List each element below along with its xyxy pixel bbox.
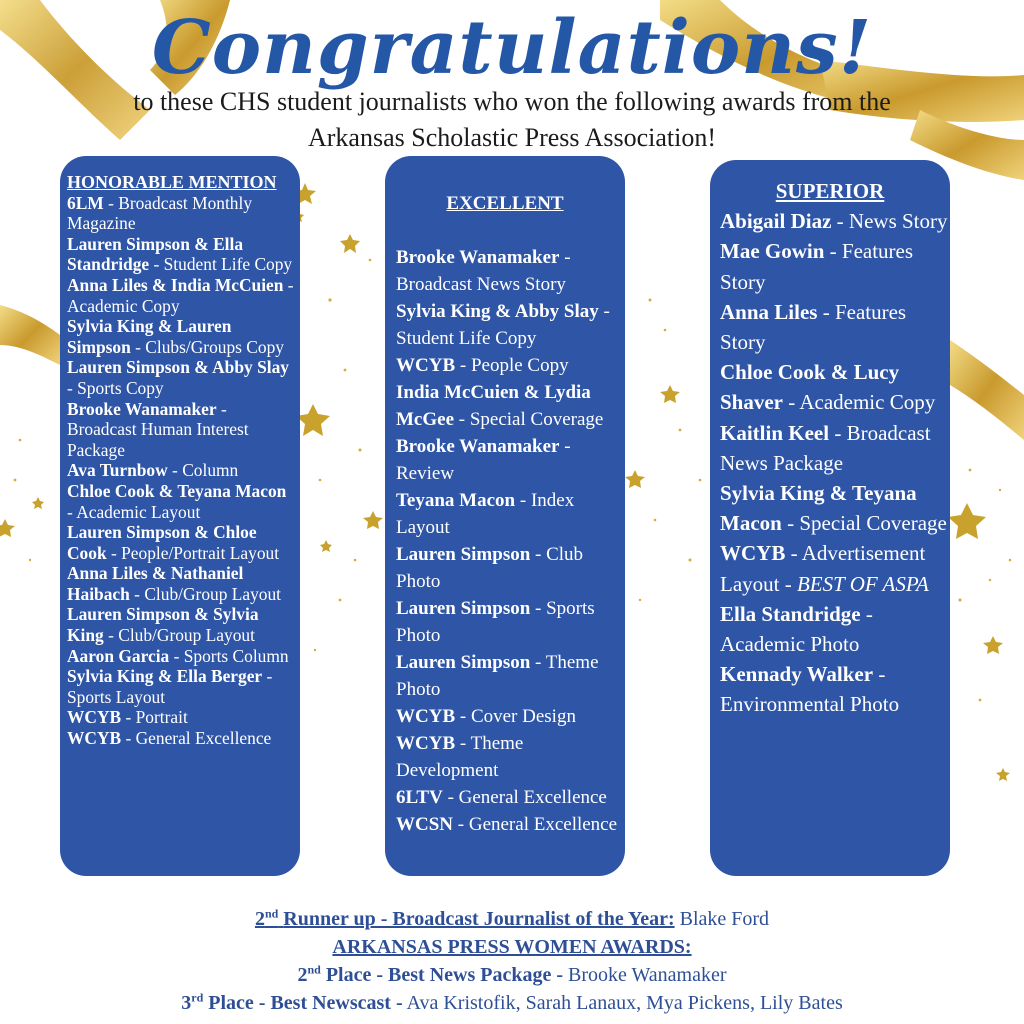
award-recipient: WCYB [67,728,122,749]
award-recipient: Lauren Simpson & Sylvia King [67,604,259,646]
award-recipient: Lauren Simpson & Abby Slay [67,357,289,378]
award-recipient: Sylvia King & Lauren Simpson [67,316,232,357]
superior-heading: SUPERIOR [775,179,885,203]
award-category: Academic Layout [76,501,201,522]
apw-heading: ARKANSAS PRESS WOMEN AWARDS: [332,936,692,958]
award-category: Special Coverage [799,511,947,536]
award-entry: Aaron Garcia - Sports Column [67,645,289,666]
award-entry: Lauren Simpson - Theme Photo [396,652,599,700]
award-entry: Abigail Diaz - News Story [720,209,948,234]
newscast-value: Ava Kristofik, Sarah Lanaux, Mya Pickens, Lily Bates [406,992,843,1014]
award-recipient: Anna Liles & India McCuien [67,274,284,295]
award-entry: India McCuien & Lydia McGee - Special Coverage [396,382,604,430]
award-entry: Lauren Simpson & Chloe Cook - People/Portrait Layout [67,522,280,563]
award-category: General Excellence [135,728,272,749]
award-category: Sports Layout [67,686,166,707]
award-recipient: Lauren Simpson & Ella Standridge [67,233,244,275]
award-entry: Lauren Simpson & Ella Standridge - Student Life Copy [67,233,293,275]
award-entry: WCYB - People Copy [396,355,569,376]
newscast-suffix: rd [191,990,204,1005]
news-package-value: Brooke Wanamaker [568,964,727,986]
award-entry: Lauren Simpson & Sylvia King - Club/Group Layout [67,604,259,646]
award-recipient: Anna Liles & Nathaniel Haibach [67,563,244,604]
award-entry: Chloe Cook & Lucy Shaver - Academic Copy [720,360,936,415]
award-entry: Chloe Cook & Teyana Macon - Academic Layout [67,480,287,522]
excellent-heading: EXCELLENT [446,193,564,214]
award-recipient: Brooke Wanamaker [67,398,217,419]
honorable-mention-heading: HONORABLE MENTION [67,172,277,192]
award-category: Advertisement Layout [720,541,926,596]
award-category: Clubs/Groups Copy [145,336,284,357]
award-entry: WCSN - General Excellence [396,814,618,835]
award-recipient: 6LM [67,192,104,213]
award-recipient: Abigail Diaz [720,209,832,234]
award-category: Student Life Copy [163,254,293,275]
award-recipient: Lauren Simpson [396,598,531,619]
award-entry: WCYB - Advertisement Layout - BEST OF ASPA [720,541,929,596]
page-title: Congratulations! [151,5,873,91]
newscast-ordinal: 3 [181,992,192,1014]
award-entry: Sylvia King & Lauren Simpson - Clubs/Groups Copy [67,316,284,357]
honorable-mention-list [67,193,294,749]
award-category: Club/Group Layout [144,583,282,604]
award-recipient: WCYB [396,733,456,754]
award-category: Academic Photo [720,632,860,657]
excellent-panel [385,156,625,876]
award-entry: 6LM - Broadcast Monthly Magazine [67,192,253,234]
award-category: Review [396,463,455,484]
award-category: Sports Photo [396,598,595,646]
superior-list [720,206,950,719]
award-recipient: Lauren Simpson & Chloe Cook [67,522,257,563]
award-category: Broadcast News Story [396,274,566,295]
award-category: People/Portrait Layout [121,542,280,563]
runner-up-label: Runner up - Broadcast Journalist of the Year: [283,908,675,930]
award-entry: WCYB - Portrait [67,707,188,728]
award-entry: Sylvia King & Ella Berger - Sports Layout [67,666,273,707]
award-category: Broadcast Monthly Magazine [67,192,253,234]
award-entry: Brooke Wanamaker - Review [396,436,571,484]
award-entry: Brooke Wanamaker - Broadcast News Story [396,247,571,295]
award-recipient: Aaron Garcia [67,645,170,666]
award-recipient: Sylvia King & Ella Berger [67,666,263,687]
award-recipient: Sylvia King & Abby Slay [396,301,599,322]
runner-up-value: Blake Ford [679,908,770,930]
runner-up-suffix: nd [264,906,279,921]
award-category: Broadcast Human Interest Package [67,419,249,460]
award-recipient: Chloe Cook & Lucy Shaver [720,360,900,415]
award-entry: Kennady Walker - Environmental Photo [720,662,900,717]
award-recipient: Kaitlin Keel [720,420,830,445]
award-category: Theme Development [396,733,524,781]
award-recipient: Sylvia King & Teyana Macon [720,481,917,536]
award-recipient: Kennady Walker [720,662,874,687]
award-entry: Brooke Wanamaker - Broadcast Human Interest Package [67,398,249,460]
award-category: Cover Design [470,706,576,727]
runner-up-ordinal: 2 [254,908,265,930]
award-category: Portrait [135,707,188,728]
award-category: Club Photo [396,544,584,592]
award-entry: Anna Liles & India McCuien - Academic Copy [67,274,294,316]
award-recipient: Brooke Wanamaker [396,436,560,457]
award-recipient: Anna Liles [720,299,818,324]
footer-line-apw-heading [0,933,1024,961]
award-category: Student Life Copy [396,328,537,349]
footer-awards [0,905,1024,1017]
award-entry: 6LTV - General Excellence [396,787,607,808]
award-recipient: 6LTV [396,787,443,808]
award-recipient: WCYB [396,706,456,727]
subtitle [40,84,984,156]
award-category: People Copy [470,355,569,376]
award-distinction: BEST OF ASPA [796,571,929,596]
award-category: Features Story [720,299,907,355]
news-package-ordinal: 2 [297,964,308,986]
award-recipient: India McCuien & Lydia McGee [396,382,591,430]
award-recipient: WCYB [67,707,122,728]
award-entry: Sylvia King & Teyana Macon - Special Coverage [720,481,947,536]
award-category: General Excellence [458,787,607,808]
award-recipient: WCYB [396,355,456,376]
award-category: Environmental Photo [720,692,900,717]
award-entry: Lauren Simpson - Sports Photo [396,598,595,646]
award-entry: Anna Liles & Nathaniel Haibach - Club/Group Layout [67,563,282,604]
award-category: Special Coverage [469,409,604,430]
award-category: Academic Copy [799,390,936,415]
award-category: Sports Column [183,645,289,666]
award-recipient: Ella Standridge [720,601,861,626]
award-entry: Ella Standridge - Academic Photo [720,601,873,657]
award-category: Features Story [720,239,914,294]
award-recipient: Lauren Simpson [396,652,531,673]
excellent-list [396,244,625,838]
award-entry: Kaitlin Keel - Broadcast News Package [720,420,931,475]
award-entry: Anna Liles - Features Story [720,299,907,355]
award-entry: Lauren Simpson - Club Photo [396,544,584,592]
award-category: Sports Copy [77,377,164,398]
award-category: Index Layout [396,490,575,538]
award-entry: Lauren Simpson & Abby Slay - Sports Copy [67,357,289,398]
award-recipient: WCYB [720,541,786,566]
award-entry: Ava Turnbow - Column [67,460,239,481]
newscast-label: Place - Best Newscast - [208,992,403,1014]
superior-panel [710,160,950,876]
award-category: Academic Copy [67,295,180,316]
news-package-label: Place - Best News Package - [325,964,563,986]
award-recipient: Chloe Cook & Teyana Macon [67,480,287,501]
award-entry: WCYB - Cover Design [396,706,576,727]
award-category: Theme Photo [396,652,599,700]
footer-line-news-package [0,961,1024,989]
award-recipient: WCSN [396,814,454,835]
award-entry: Teyana Macon - Index Layout [396,490,575,538]
news-package-suffix: nd [307,962,321,977]
subtitle-line-1: to these CHS student journalists who won the following awards from the [133,87,891,116]
award-category: Broadcast News Package [720,420,931,475]
award-entry: Mae Gowin - Features Story [720,239,914,294]
award-entry: WCYB - General Excellence [67,728,272,749]
award-entry: WCYB - Theme Development [396,733,524,781]
footer-line-newscast [0,989,1024,1017]
award-recipient: Ava Turnbow [67,460,168,481]
award-category: General Excellence [468,814,618,835]
award-recipient: Lauren Simpson [396,544,531,565]
award-recipient: Teyana Macon [396,490,516,511]
award-category: Club/Group Layout [118,625,255,646]
subtitle-line-2: Arkansas Scholastic Press Association! [307,123,716,152]
award-recipient: Brooke Wanamaker [396,247,560,268]
footer-line-runner-up [0,905,1024,933]
award-category: Column [182,460,239,481]
award-category: News Story [848,209,948,234]
honorable-mention-panel [60,156,300,876]
award-recipient: Mae Gowin [720,239,825,264]
award-entry: Sylvia King & Abby Slay - Student Life Copy [396,301,610,349]
